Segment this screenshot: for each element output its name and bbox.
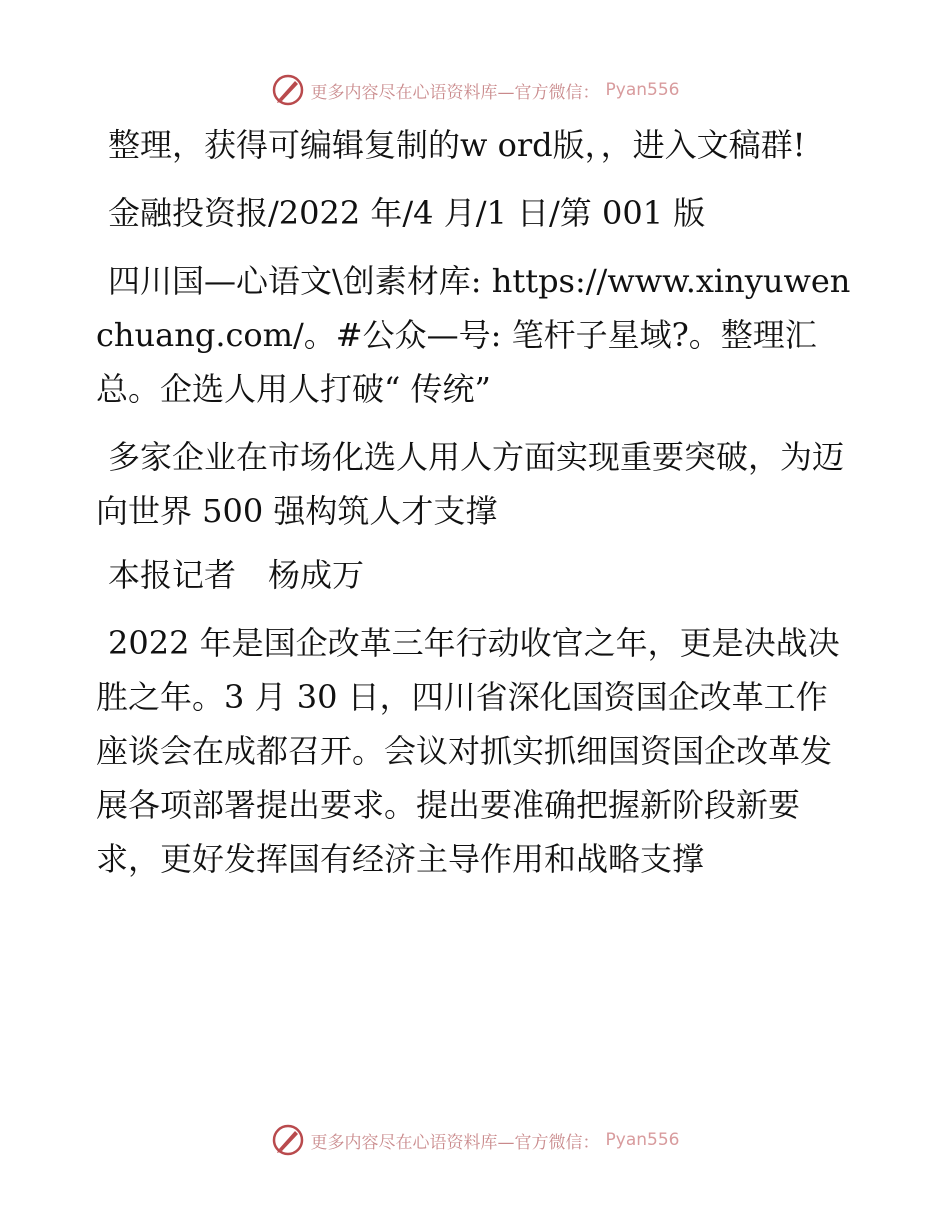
- document-paragraph: 金融投资报/2022 年/4 月/1 日/第 001 版: [108, 194, 706, 232]
- document-paragraph: 多家企业在市场化选人用人方面实现重要突破，为迈向世界 500 强构筑人才支撑: [96, 438, 845, 530]
- document-paragraph: 四川国—心语文\创素材库: https://www.xinyuwenchuang.com/。#公众—号: 笔杆子星域?。整理汇总。企选人用人打破“ 传统”: [96, 262, 851, 408]
- document-byline: 本报记者 杨成万: [108, 556, 365, 594]
- header-watermark-banner: [0, 72, 950, 108]
- quill-pen-logo-icon: [271, 1123, 305, 1157]
- document-paragraph: 整理，获得可编辑复制的w ord版，，进入文稿群!: [108, 126, 806, 164]
- header-watermark-handle: Pyan556: [605, 80, 680, 100]
- document-paragraph: 2022 年是国企改革三年行动收官之年，更是决战决胜之年。3 月 30 日，四川省深化国资国企改革工作座谈会在成都召开。会议对抓实抓细国资国企改革发展各项部署提出要求。提出要准确把握新阶段新要求，更好发挥国有经济主导作用和战略支撑: [96, 624, 840, 878]
- quill-pen-logo-icon: [271, 73, 305, 107]
- footer-watermark-banner: [0, 1122, 950, 1158]
- footer-watermark-text: 更多内容尽在心语资料库—官方微信：: [310, 1132, 600, 1153]
- document-body: [96, 118, 856, 900]
- footer-watermark-handle: Pyan556: [605, 1130, 680, 1150]
- header-watermark-text: 更多内容尽在心语资料库—官方微信：: [310, 82, 600, 103]
